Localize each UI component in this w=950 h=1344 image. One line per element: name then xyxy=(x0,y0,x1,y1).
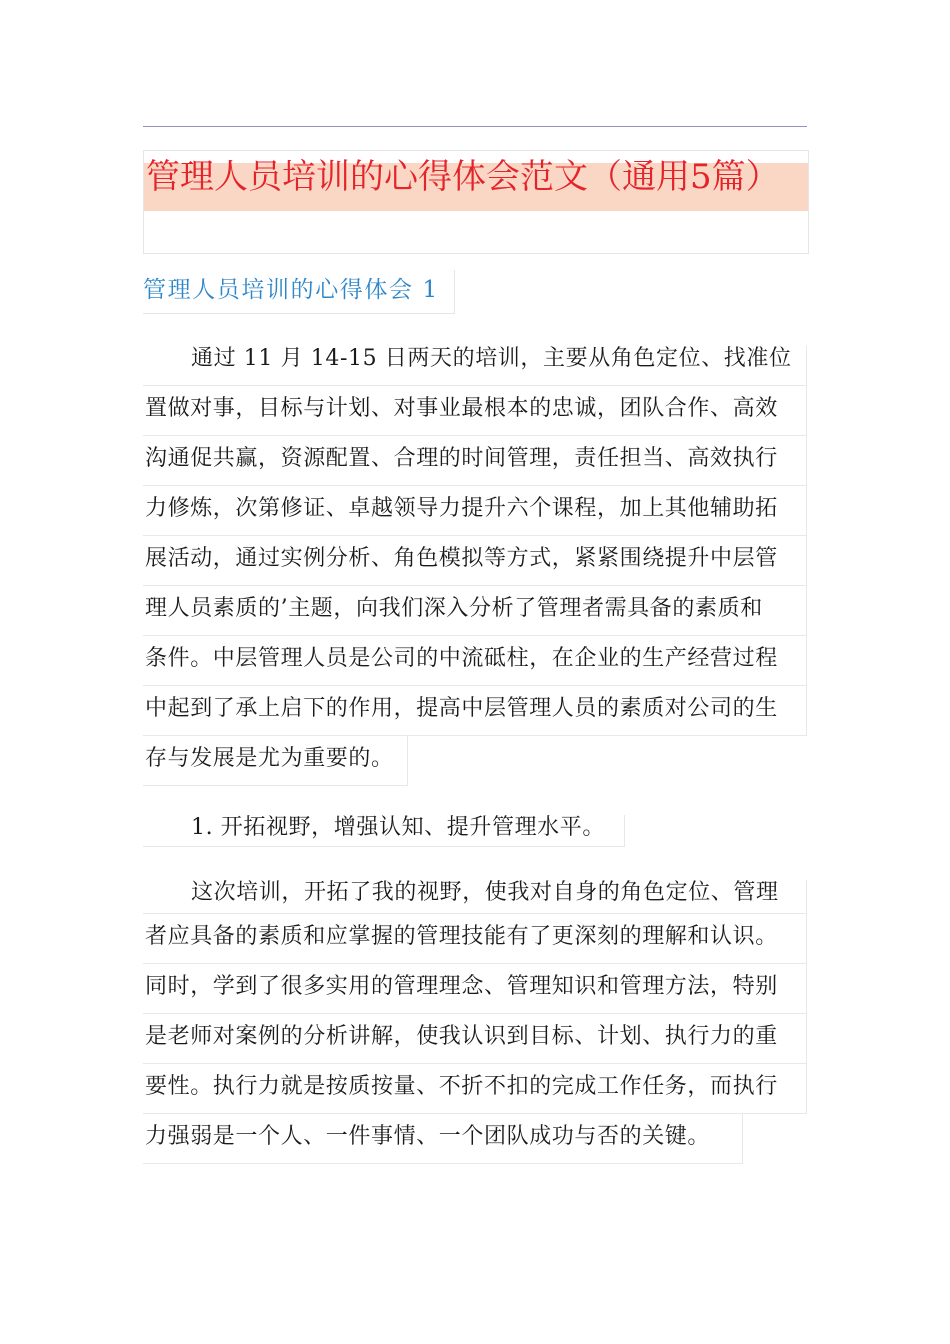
text-line: 同时，学到了很多实用的管理理念、管理知识和管理方法，特别 xyxy=(143,964,807,1014)
text-line: 要性。执行力就是按质按量、不折不扣的完成工作任务，而执行 xyxy=(143,1064,807,1114)
text-line: 是老师对案例的分析讲解，使我认识到目标、计划、执行力的重 xyxy=(143,1014,807,1064)
text-line: 存与发展是尤为重要的。 xyxy=(143,736,408,786)
paragraph-3 xyxy=(143,880,807,1164)
title-block xyxy=(143,150,809,254)
text-line: 通过 11 月 14-15 日两天的培训，主要从角色定位、找准位 xyxy=(143,346,807,386)
text-line: 展活动，通过实例分析、角色模拟等方式，紧紧围绕提升中层管 xyxy=(143,536,807,586)
text-line: 力修炼，次第修证、卓越领导力提升六个课程，加上其他辅助拓 xyxy=(143,486,807,536)
paragraph-1 xyxy=(143,346,807,786)
text-line: 条件。中层管理人员是公司的中流砥柱，在企业的生产经营过程 xyxy=(143,636,807,686)
text-line: 沟通促共赢，资源配置、合理的时间管理，责任担当、高效执行 xyxy=(143,436,807,486)
text-line: 1. 开拓视野，增强认知、提升管理水平。 xyxy=(143,815,625,847)
document-title: 管理人员培训的心得体会范文（通用5篇） xyxy=(146,157,780,197)
text-line: 者应具备的素质和应掌握的管理技能有了更深刻的理解和认识。 xyxy=(143,914,807,964)
paragraph-2 xyxy=(143,815,625,847)
section-heading: 管理人员培训的心得体会 1 xyxy=(143,270,455,314)
text-line: 力强弱是一个人、一件事情、一个团队成功与否的关键。 xyxy=(143,1114,743,1164)
text-line: 中起到了承上启下的作用，提高中层管理人员的素质对公司的生 xyxy=(143,686,807,736)
top-divider xyxy=(143,126,807,127)
text-line: 置做对事，目标与计划、对事业最根本的忠诚，团队合作、高效 xyxy=(143,386,807,436)
text-line: 这次培训，开拓了我的视野，使我对自身的角色定位、管理 xyxy=(143,880,807,914)
text-line: 理人员素质的’主题，向我们深入分析了管理者需具备的素质和 xyxy=(143,586,807,636)
